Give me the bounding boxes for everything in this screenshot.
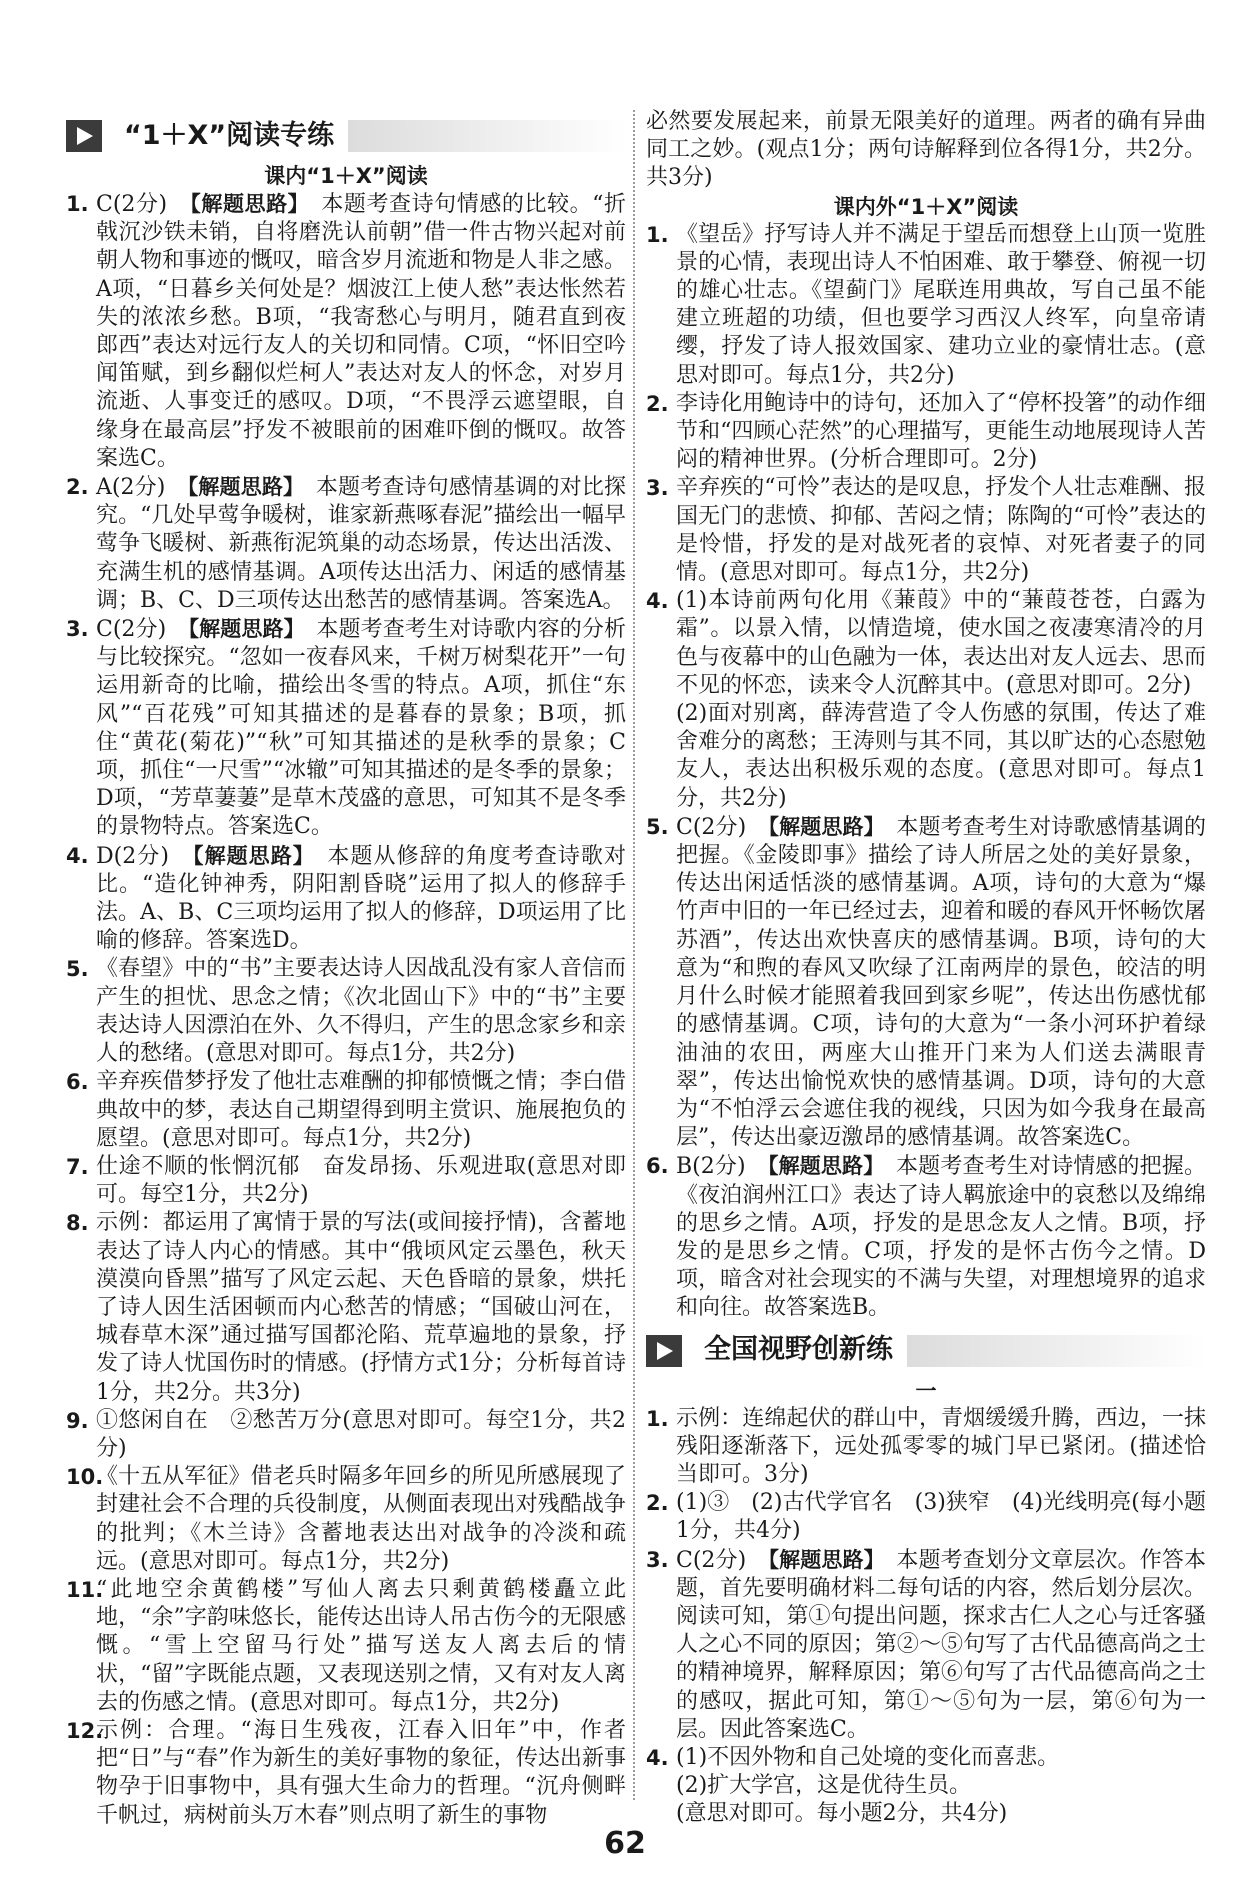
subheading-inclass: 课内“1＋X”阅读 [264, 164, 428, 188]
play-triangle-icon [66, 120, 102, 152]
answer-text: 辛弃疾借梦抒发了他壮志难酬的抑郁愤慨之情；李白借典故中的梦，表达自己期望得到明主赏识、施展抱负的愿望。(意思对即可。每点1分，共2分) [96, 1069, 626, 1151]
tag-label: 【解题思路】 [190, 192, 299, 216]
answer-item [66, 842, 626, 956]
left-column [66, 108, 626, 1830]
answer-note: (意思对即可。每小题2分，共4分) [676, 1801, 1008, 1827]
section-banner-reading [66, 114, 626, 158]
item-number: 3. [646, 1547, 669, 1572]
answer-text: 本题考查考生对诗歌内容的分析与比较探究。“忽如一夜春风来，千树万树梨花开”一句运用新奇的比喻，描绘出冬雪的特点。A项，抓住“东风”“百花残”可知其描述的是暮春的景象；B项，抓住“黄花(菊花)”“秋”可知其描述的是秋季的景象；C项，抓住“一尺雪”“冰辙”可知其描述的是冬季的景象；D项，“芳草萋萋”是草木茂盛的意思，可知其不是冬季的景物特点。答案选C。 [96, 617, 626, 840]
answer-item [66, 190, 626, 473]
item-number: 5. [66, 957, 89, 982]
answer-item [66, 1463, 626, 1576]
item-number: 2. [646, 1491, 669, 1516]
item-number: 3. [66, 617, 89, 642]
tag-label: 【解题思路】 [768, 814, 875, 839]
item-number: 6. [646, 1154, 669, 1179]
answer-choice: C(2分) [96, 617, 167, 643]
answer-text: 辛弃疾的“可怜”表达的是叹息，抒发个人壮志难酬、报国无门的悲愤、抑郁、苦闷之情；陈陶的“可怜”表达的是怜惜，抒发的是对战死者的哀悼、对死者妻子的同情。(意思对即可。每点1分，共2分) [676, 475, 1206, 586]
column-divider [633, 110, 635, 1800]
answer-item [66, 1717, 626, 1830]
answer-text: (1)③ (2)古代学官名 (3)狭窄 (4)光线明亮(每小题1分，共4分) [676, 1490, 1206, 1544]
answer-text: 本题考查诗句情感的比较。“折戟沉沙铁未销，自将磨洗认前朝”借一件古物兴起对前朝人物和事迹的慨叹，暗含岁月流逝和物是人非之感。A项，“日暮乡关何处是？烟波江上使人愁”表达怅然若失的浓浓乡愁。B项，“我寄愁心与明月，随君直到夜郎西”表达对远行友人的关切和同情。C项，“怀旧空吟闻笛赋，到乡翻似烂柯人”表达对友人的怀念，对岁月流逝、人事变迁的感叹。D项，“不畏浮云遮望眼，自缘身在最高层”抒发不被眼前的困难吓倒的慨叹。故答案选C。 [96, 192, 626, 471]
answer-choice: B(2分) [676, 1154, 746, 1180]
answer-item [646, 1489, 1206, 1545]
answer-text: 本题考查诗句感情基调的对比探究。“几处早莺争暖树，谁家新燕啄春泥”描绘出一幅早莺争飞暖树、新燕衔泥筑巢的动态场景，传达出活泼、充满生机的感情基调。A项传达出活力、闲适的感情基调；B、C、D三项传达出愁苦的感情基调。答案选A。 [96, 475, 626, 613]
answer-item [66, 615, 626, 842]
item-number: 10. [66, 1465, 104, 1490]
item-number: 1. [646, 1406, 669, 1431]
answer-choice: C(2分) [676, 814, 747, 840]
answer-subpart: (2)面对别离，薛涛营造了令人伤感的氛围，传达了难舍难分的离愁；王涛则与其不同，其以旷达的心态慰勉友人，表达出积极乐观的态度。(意思对即可。每点1分，共2分) [676, 701, 1206, 811]
answer-item [66, 1153, 626, 1209]
answer-item [646, 1152, 1206, 1322]
item-number: 6. [66, 1070, 89, 1095]
answer-item [646, 221, 1206, 390]
answer-text: 《望岳》抒写诗人并不满足于望岳而想登上山顶一览胜景的心情，表现出诗人不怕困难、敢于攀登、俯视一切的雄心壮志。《望蓟门》尾联连用典故，写自己虽不能建立班超的功绩，但也要学习西汉人终军，向皇帝请缨，抒发了诗人报效国家、建功立业的豪情壮志。(意思对即可。每点1分，共2分) [676, 221, 1206, 388]
right-column [646, 108, 1206, 1829]
item-number: 1. [646, 222, 669, 247]
answer-choice: A(2分) [96, 475, 166, 501]
answer-text: 《十五从军征》借老兵时隔多年回乡的所见所感展现了封建社会不合理的兵役制度，从侧面表现出对残酷战争的批判；《木兰诗》含蓄地表达出对战争的冷淡和疏远。(意思对即可。每点1分，共2分) [96, 1464, 626, 1574]
banner-fade [907, 1335, 1206, 1367]
answer-text: 仕途不顺的怅惘沉郁 奋发昂扬、乐观进取(意思对即可。每空1分，共2分) [96, 1153, 626, 1208]
item-number: 4. [646, 1745, 669, 1770]
play-triangle-icon [646, 1335, 682, 1367]
answer-choice: C(2分) [676, 1547, 747, 1573]
continued-text: 必然要发展起来，前景无限美好的道理。两者的确有异曲同工之妙。(观点1分；两句诗解释到位各得1分，共2分。共3分) [646, 109, 1206, 191]
item-number: 4. [646, 589, 669, 614]
item-number: 2. [646, 391, 669, 416]
item-number: 8. [66, 1211, 89, 1236]
answer-item [646, 813, 1206, 1152]
item-number: 3. [646, 476, 669, 501]
answer-item [66, 1576, 626, 1717]
answer-text: 示例：都运用了寓情于景的写法(或间接抒情)，含蓄地表达了诗人内心的情感。其中“俄顷风定云墨色，秋天漠漠向昏黑”描写了风定云起、天色昏暗的景象，烘托了诗人因生活困顿而内心愁苦的情感；“国破山河在，城春草木深”通过描写国都沦陷、荒草遍地的景象，抒发了诗人忧国伤时的情感。(抒情方式1分；分析每首诗1分，共2分。共3分) [96, 1210, 626, 1405]
tag-label: 【解题思路】 [193, 843, 305, 868]
banner-fade [348, 120, 626, 152]
page-number: 62 [604, 1826, 646, 1861]
answer-text: 本题考查考生对诗情感的把握。《夜泊润州江口》表达了诗人羁旅途中的哀愁以及绵绵的思乡之情。A项，抒发的是思念友人之情。B项，抒发的是思乡之情。C项，抒发的是怀古伤今之情。D项，暗含对社会现实的不满与失望，对理想境界的追求和向往。故答案选B。 [676, 1154, 1206, 1321]
answer-item [646, 587, 1206, 813]
answer-text: 本题从修辞的角度考查诗歌对比。“造化钟神秀，阴阳割昏晓”运用了拟人的修辞手法。A、B、C三项均运用了拟人的修辞，D项运用了比喻的修辞。答案选D。 [96, 843, 626, 954]
answer-item [646, 1405, 1206, 1490]
tag-label: 【解题思路】 [187, 475, 294, 500]
answer-choice: D(2分) [96, 843, 169, 869]
answer-text: (1)本诗前两句化用《蒹葭》中的“蒹葭苍苍，白露为霜”。以景入情，以情造境，使水国之夜凄寒清冷的月色与夜幕中的山色融为一体，表达出对友人远去、思而不见的怀恋，读来令人沉醉其中。(意思对即可。2分) [676, 588, 1206, 698]
tag-label: 【解题思路】 [768, 1547, 875, 1572]
item-number: 4. [66, 843, 89, 868]
answer-text: 示例：合理。“海日生残夜，江春入旧年”中，作者把“日”与“春”作为新生的美好事物的象征，传达出新事物孕于旧事物中，具有强大生命力的哲理。“沉舟侧畔千帆过，病树前头万木春”则点明了新生的事物 [96, 1717, 626, 1828]
answer-text: (1)不因外物和自己处境的变化而喜悲。 [676, 1744, 1060, 1770]
subheading-in-out-class: 课内外“1＋X”阅读 [833, 194, 1019, 219]
answer-item [66, 473, 626, 615]
answer-item [66, 1068, 626, 1153]
answer-text: 本题考查划分文章层次。作答本题，首先要明确材料二每句话的内容，然后划分层次。阅读可知，第①句提出问题，探求古仁人之心与迁客骚人之心不同的原因；第②～⑤句写了古代品德高尚之士的精神境界，解释原因；第⑥句写了古代品德高尚之士的感叹，据此可知，第①～⑤句为一层，第⑥句为一层。因此答案选C。 [676, 1547, 1206, 1742]
answer-item [66, 1209, 626, 1406]
answer-item [646, 474, 1206, 587]
section-title: “1＋X”阅读专练 [124, 119, 335, 151]
answer-item [66, 955, 626, 1068]
answer-text: 李诗化用鲍诗中的诗句，还加入了“停杯投箸”的动作细节和“四顾心茫然”的心理描写，更能生动地展现诗人苦闷的精神世界。(分析合理即可。2分) [676, 390, 1206, 473]
item-number: 9. [66, 1408, 89, 1433]
answer-text: ①悠闲自在 ②愁苦万分(意思对即可。每空1分，共2分) [96, 1407, 626, 1461]
answer-item [646, 1546, 1206, 1744]
subsection-marker: 一 [915, 1378, 937, 1403]
item-number: 11. [66, 1577, 104, 1602]
answer-text: 本题考查考生对诗歌感情基调的把握。《金陵即事》描绘了诗人所居之处的美好景象，传达出闲适恬淡的感情基调。A项，诗句的大意为“爆竹声中旧的一年已经过去，迎着和暖的春风开怀畅饮屠苏酒”，传达出欢快喜庆的感情基调。B项，诗句的大意为“和煦的春风又吹绿了江南两岸的景色，皎洁的明月什么时候才能照着我回到家乡呢”，传达出伤感忧郁的感情基调。C项，诗句的大意为“一条小河环护着绿油油的农田，两座大山推开门来为人们送去满眼青翠”，传达出愉悦欢快的感情基调。D项，诗句的大意为“不怕浮云会遮住我的视线，只因为如今我身在最高层”，传达出豪迈激昂的感情基调。故答案选C。 [676, 814, 1206, 1151]
answer-item [646, 390, 1206, 475]
answer-text: 示例：连绵起伏的群山中，青烟缓缓升腾，西边，一抹残阳逐渐落下，远处孤零零的城门早已紧闭。(描述恰当即可。3分) [676, 1405, 1206, 1487]
answer-item [646, 1744, 1206, 1829]
answer-choice: C(2分) [96, 192, 168, 217]
section-banner-innovation [646, 1329, 1206, 1373]
item-number: 12. [66, 1718, 104, 1743]
tag-label: 【解题思路】 [188, 617, 295, 642]
answer-subpart: (2)扩大学宫，这是优待生员。 [676, 1773, 972, 1799]
item-number: 1. [66, 192, 89, 216]
tag-label: 【解题思路】 [767, 1154, 874, 1179]
answer-text: 《春望》中的“书”主要表达诗人因战乱没有家人音信而产生的担忧、思念之情；《次北固山下》中的“书”主要表达诗人因漂泊在外、久不得归，产生的思念家乡和亲人的愁绪。(意思对即可。每点1分，共2分) [96, 956, 626, 1067]
item-number: 5. [646, 814, 669, 839]
item-number: 2. [66, 475, 89, 500]
item-number: 7. [66, 1154, 89, 1179]
answer-text: “此地空余黄鹤楼”写仙人离去只剩黄鹤楼矗立此地，“余”字韵味悠长，能传达出诗人吊古伤今的无限感慨。“雪上空留马行处”描写送友人离去后的情状，“留”字既能点题，又表现送别之情，又有对友人离去的伤感之情。(意思对即可。每点1分，共2分) [96, 1576, 626, 1715]
section-title: 全国视野创新练 [704, 1334, 893, 1366]
answer-item [66, 1407, 626, 1463]
